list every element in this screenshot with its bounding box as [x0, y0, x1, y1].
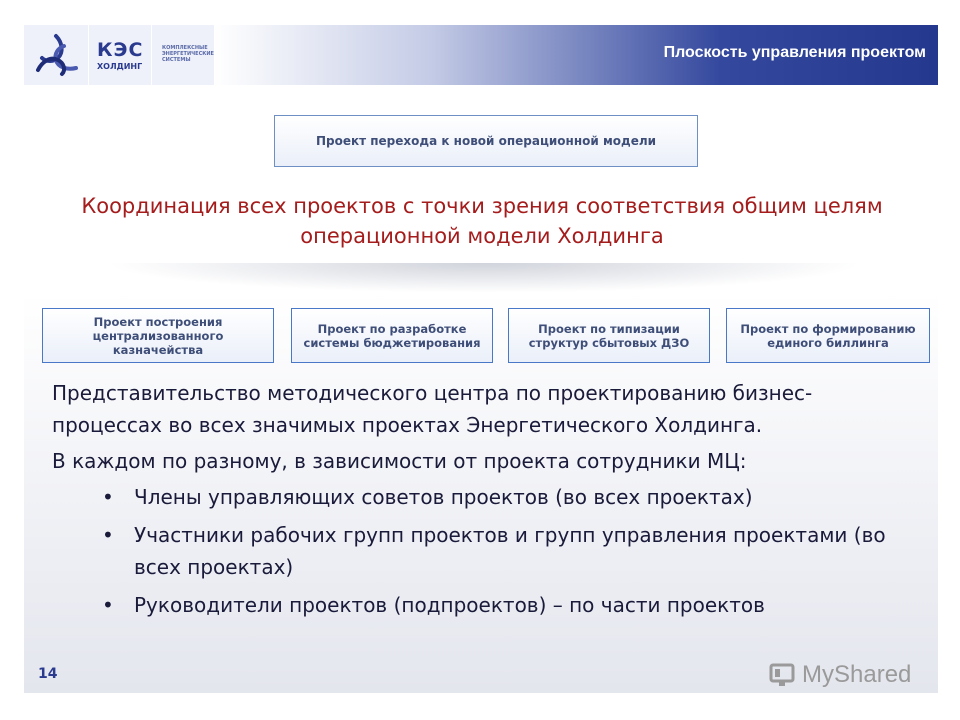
sub-project-label: Проект по типизации структур сбытовых ДЗО — [528, 321, 690, 350]
list-item-text: Члены управляющих советов проектов (во всех проектах) — [134, 485, 753, 509]
myshared-logo-icon — [768, 660, 798, 690]
brand-name: КЭС — [97, 39, 144, 61]
sub-project-box-typization — [508, 308, 710, 363]
bullet-icon: • — [102, 593, 114, 617]
list-item — [52, 519, 912, 583]
list-item — [52, 589, 912, 621]
slide — [24, 25, 938, 693]
bullet-icon: • — [102, 485, 114, 509]
brand-subtitle: ХОЛДИНГ — [97, 62, 143, 71]
top-project-box — [274, 115, 698, 167]
brand-tagline: КОМПЛЕКСНЫЕ ЭНЕРГЕТИЧЕСКИЕ СИСТЕМЫ — [162, 45, 214, 63]
top-project-label: Проект перехода к новой операционной модели — [315, 134, 657, 148]
brand-block — [89, 25, 151, 85]
body-text — [52, 377, 912, 627]
list-item-text: Участники рабочих групп проектов и групп управления проектами (во всех проектах) — [134, 523, 886, 579]
slide-title: Плоскость управления проектом — [663, 44, 926, 61]
tagline-block — [152, 25, 214, 85]
sub-project-label: Проект по разработке системы бюджетирования — [303, 321, 481, 350]
sub-project-box-billing — [726, 308, 930, 363]
paragraph-roles-intro: В каждом по разному, в зависимости от проекта сотрудники МЦ: — [52, 449, 747, 473]
page-number: 14 — [38, 666, 58, 682]
title-bar — [214, 25, 938, 85]
swirl-logo-icon — [32, 32, 80, 78]
coordination-text: Координация всех проектов с точки зрения соответствия общим целям операционной модели Холдинга — [81, 194, 883, 248]
watermark — [768, 655, 911, 695]
paragraph-representation: Представительство методического центра по проектированию бизнес-процессах во всех значимых проектах Энергетического Холдинга. — [52, 381, 813, 437]
bullet-icon: • — [102, 523, 114, 547]
sub-project-box-treasury — [42, 308, 274, 363]
watermark-text: MyShared — [802, 661, 912, 688]
slide-header — [24, 25, 938, 85]
sub-project-label: Проект по формированию единого биллинга — [740, 321, 916, 350]
roles-list — [52, 481, 912, 621]
sub-project-label: Проект построения централизованного казначейства — [92, 314, 224, 357]
logo — [24, 25, 88, 85]
sub-project-box-budgeting — [291, 308, 493, 363]
list-item-text: Руководители проектов (подпроектов) – по части проектов — [134, 593, 765, 617]
list-item — [52, 481, 912, 513]
divider — [104, 263, 864, 293]
